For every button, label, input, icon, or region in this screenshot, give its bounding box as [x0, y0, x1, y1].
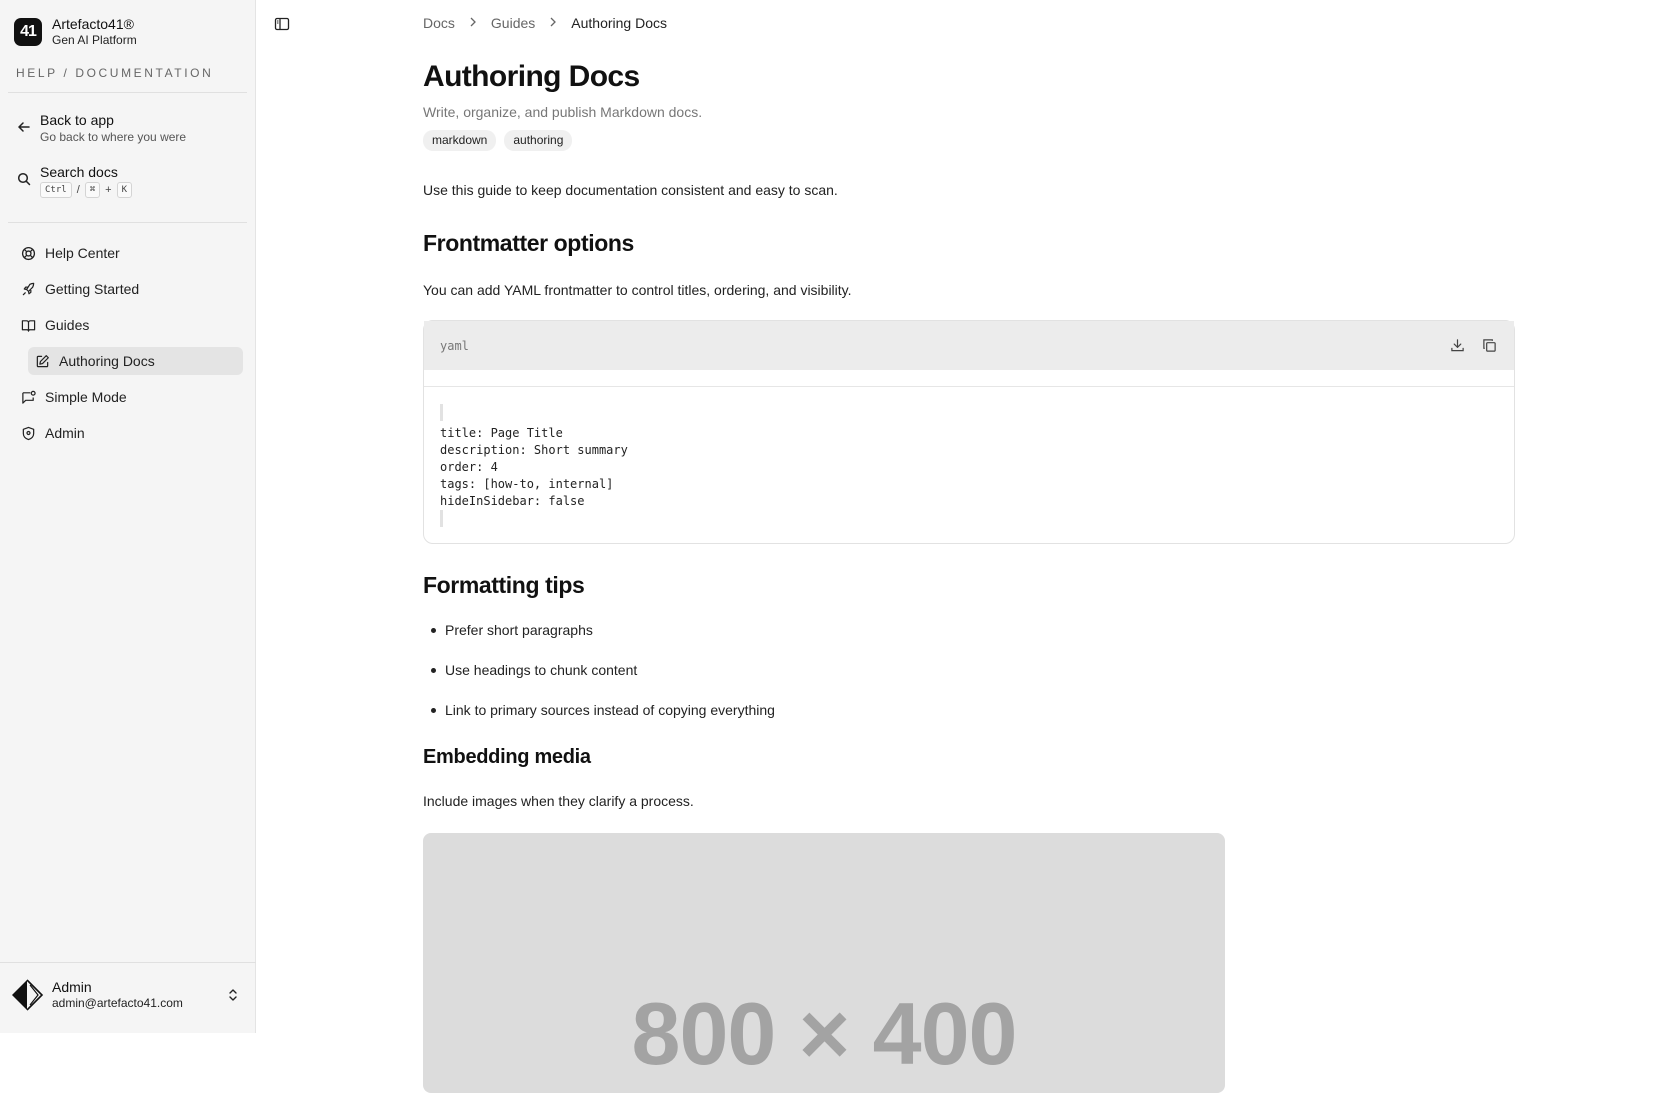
- copy-icon[interactable]: [1480, 336, 1498, 354]
- search-docs-button[interactable]: [8, 158, 247, 202]
- kbd-slash: /: [76, 184, 80, 196]
- user-name: Admin: [52, 979, 92, 995]
- list-item-text: Prefer short paragraphs: [445, 622, 593, 638]
- sidebar-item-label: Guides: [45, 317, 90, 333]
- brand[interactable]: [14, 16, 137, 48]
- image-placeholder-label: 800 × 400: [631, 984, 1017, 1083]
- sidebar-item-authoring-docs[interactable]: [28, 347, 243, 375]
- sidebar-item-help-center[interactable]: [14, 239, 243, 267]
- bullet: [431, 628, 436, 633]
- code-fence-start: [440, 404, 443, 421]
- chevron-right-icon: [469, 16, 477, 30]
- book-icon: [20, 317, 36, 333]
- kbd-ctrl: Ctrl: [40, 182, 72, 198]
- sidebar-item-label: Simple Mode: [45, 389, 127, 405]
- kbd-k: K: [117, 182, 132, 198]
- sidebar-footer-divider: [0, 962, 256, 963]
- breadcrumb-current: Authoring Docs: [571, 15, 667, 31]
- sidebar-item-admin[interactable]: [14, 419, 243, 447]
- page-subtitle: Write, organize, and publish Markdown docs.: [423, 104, 703, 120]
- search-shortcut: [40, 182, 132, 198]
- back-subtitle: Go back to where you were: [40, 130, 187, 144]
- sidebar-item-simple-mode[interactable]: [14, 383, 243, 411]
- kbd-cmd: ⌘: [85, 182, 100, 198]
- media-paragraph: Include images when they clarify a process.: [423, 793, 694, 809]
- sidebar-item-getting-started[interactable]: [14, 275, 243, 303]
- code-content: title: Page Title description: Short summary order: 4 tags: [how-to, internal] hideInSidebar: false: [440, 426, 628, 508]
- edit-icon: [34, 353, 50, 369]
- lifebuoy-icon: [20, 245, 36, 261]
- sidebar-item-label: Admin: [45, 425, 85, 441]
- chevron-right-icon: [549, 16, 557, 30]
- list-item: [431, 702, 775, 718]
- image-placeholder: [423, 833, 1225, 1093]
- tag-authoring: authoring: [504, 130, 572, 151]
- tag-list: [423, 130, 572, 151]
- sidebar: [0, 0, 256, 1033]
- shield-icon: [20, 425, 36, 441]
- list-item-text: Use headings to chunk content: [445, 662, 638, 678]
- code-fence-end: [440, 510, 443, 527]
- message-icon: [20, 389, 36, 405]
- user-menu[interactable]: [10, 978, 247, 1012]
- breadcrumb: [423, 15, 667, 31]
- list-item: [431, 662, 637, 678]
- sidebar-divider: [8, 222, 247, 223]
- bullet: [431, 708, 436, 713]
- sidebar-toggle-icon: [274, 16, 290, 37]
- download-icon[interactable]: [1448, 336, 1466, 354]
- rocket-icon: [20, 281, 36, 297]
- brand-subtitle: Gen AI Platform: [52, 33, 137, 47]
- heading-frontmatter: Frontmatter options: [423, 230, 634, 256]
- brand-logo: 41: [14, 18, 42, 46]
- search-icon: [8, 158, 40, 186]
- bullet: [431, 668, 436, 673]
- page-title: Authoring Docs: [423, 60, 640, 93]
- list-item-text: Link to primary sources instead of copying everything: [445, 702, 775, 718]
- list-item: [431, 622, 593, 638]
- sidebar-item-label: Help Center: [45, 245, 120, 261]
- sidebar-toggle-button[interactable]: [272, 16, 292, 36]
- brand-name: Artefacto41®: [52, 16, 134, 32]
- back-to-app-button[interactable]: [8, 106, 247, 150]
- code-block: [423, 320, 1515, 544]
- kbd-plus: +: [105, 184, 112, 196]
- tag-markdown: markdown: [423, 130, 496, 151]
- arrow-left-icon: [8, 106, 40, 134]
- section-label: HELP / DOCUMENTATION: [16, 66, 214, 80]
- avatar: [10, 978, 44, 1012]
- user-email: admin@artefacto41.com: [52, 996, 183, 1010]
- code-header: [424, 321, 1514, 370]
- code-language: yaml: [440, 338, 469, 353]
- sidebar-item-label: Getting Started: [45, 281, 140, 297]
- sidebar-item-label: Authoring Docs: [59, 353, 155, 369]
- search-title: Search docs: [40, 164, 118, 180]
- frontmatter-paragraph: You can add YAML frontmatter to control titles, ordering, and visibility.: [423, 282, 852, 298]
- heading-formatting: Formatting tips: [423, 572, 585, 598]
- code-body: [424, 386, 1514, 543]
- back-title: Back to app: [40, 112, 114, 128]
- heading-embedding-media: Embedding media: [423, 746, 591, 768]
- breadcrumb-guides[interactable]: Guides: [490, 15, 536, 31]
- chevron-up-down-icon: [227, 988, 239, 1007]
- breadcrumb-docs[interactable]: Docs: [423, 15, 455, 31]
- sidebar-item-guides[interactable]: [14, 311, 243, 339]
- sidebar-divider: [8, 92, 247, 93]
- intro-paragraph: Use this guide to keep documentation consistent and easy to scan.: [423, 182, 838, 198]
